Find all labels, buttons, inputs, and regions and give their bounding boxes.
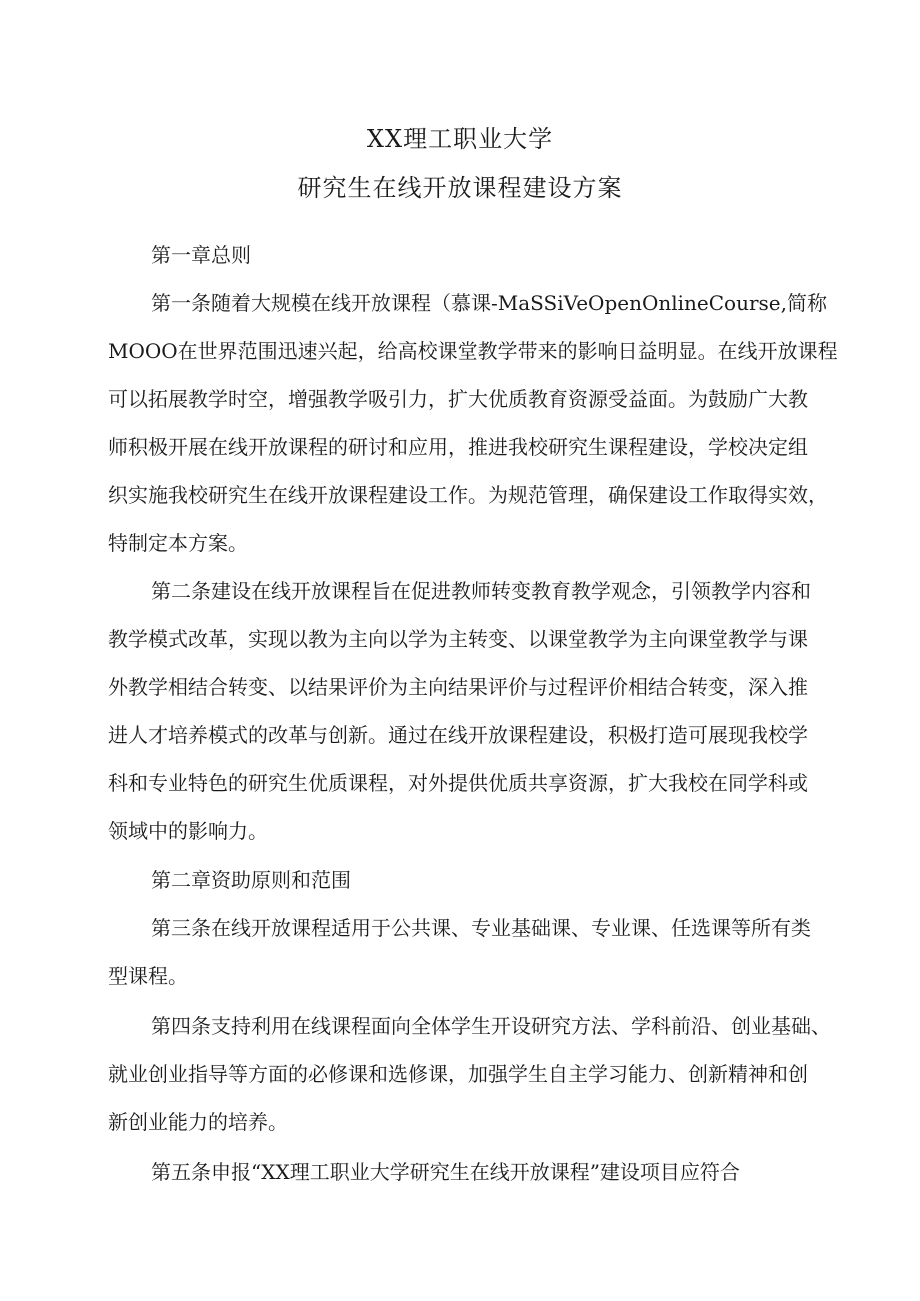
- article-1-line: MOOO在世界范围迅速兴起，给高校课堂教学带来的影响日益明显。在线开放课程: [108, 339, 838, 363]
- document-title-university: XX理工职业大学: [366, 125, 554, 153]
- document-title-plan: 研究生在线开放课程建设方案: [297, 174, 623, 202]
- article-1-line: 可以拓展教学时空，增强教学吸引力，扩大优质教育资源受益面。为鼓励广大教: [108, 387, 808, 411]
- article-5-line: 第五条申报“XX理工职业大学研究生在线开放课程”建设项目应符合: [151, 1160, 740, 1184]
- article-4-line: 新创业能力的培养。: [108, 1110, 288, 1134]
- article-4-line: 就业创业指导等方面的必修课和选修课，加强学生自主学习能力、创新精神和创: [108, 1062, 808, 1086]
- chapter-heading-2: 第二章资助原则和范围: [151, 868, 351, 892]
- article-2-line: 领域中的影响力。: [108, 819, 268, 843]
- article-3-line: 第三条在线开放课程适用于公共课、专业基础课、专业课、任选课等所有类: [151, 916, 811, 940]
- article-1-line: 特制定本方案。: [108, 531, 248, 555]
- article-1-line: 第一条随着大规模在线开放课程（慕课-MaSSiVeOpenOnlineCourse,简称: [151, 291, 827, 315]
- article-2-line: 科和专业特色的研究生优质课程，对外提供优质共享资源，扩大我校在同学科或: [108, 771, 808, 795]
- chapter-heading-1: 第一章总则: [151, 243, 251, 267]
- article-1-line: 师积极开展在线开放课程的研讨和应用，推进我校研究生课程建设，学校决定组: [108, 435, 808, 459]
- article-2-line: 外教学相结合转变、以结果评价为主向结果评价与过程评价相结合转变，深入推: [108, 675, 808, 699]
- article-4-line: 第四条支持利用在线课程面向全体学生开设研究方法、学科前沿、创业基础、: [151, 1014, 831, 1038]
- article-2-line: 进人才培养模式的改革与创新。通过在线开放课程建设，积极打造可展现我校学: [108, 723, 808, 747]
- article-3-line: 型课程。: [108, 964, 188, 988]
- article-2-line: 第二条建设在线开放课程旨在促进教师转变教育教学观念，引领教学内容和: [151, 579, 811, 603]
- article-2-line: 教学模式改革，实现以教为主向以学为主转变、以课堂教学为主向课堂教学与课: [108, 627, 808, 651]
- article-1-line: 织实施我校研究生在线开放课程建设工作。为规范管理，确保建设工作取得实效，: [108, 483, 828, 507]
